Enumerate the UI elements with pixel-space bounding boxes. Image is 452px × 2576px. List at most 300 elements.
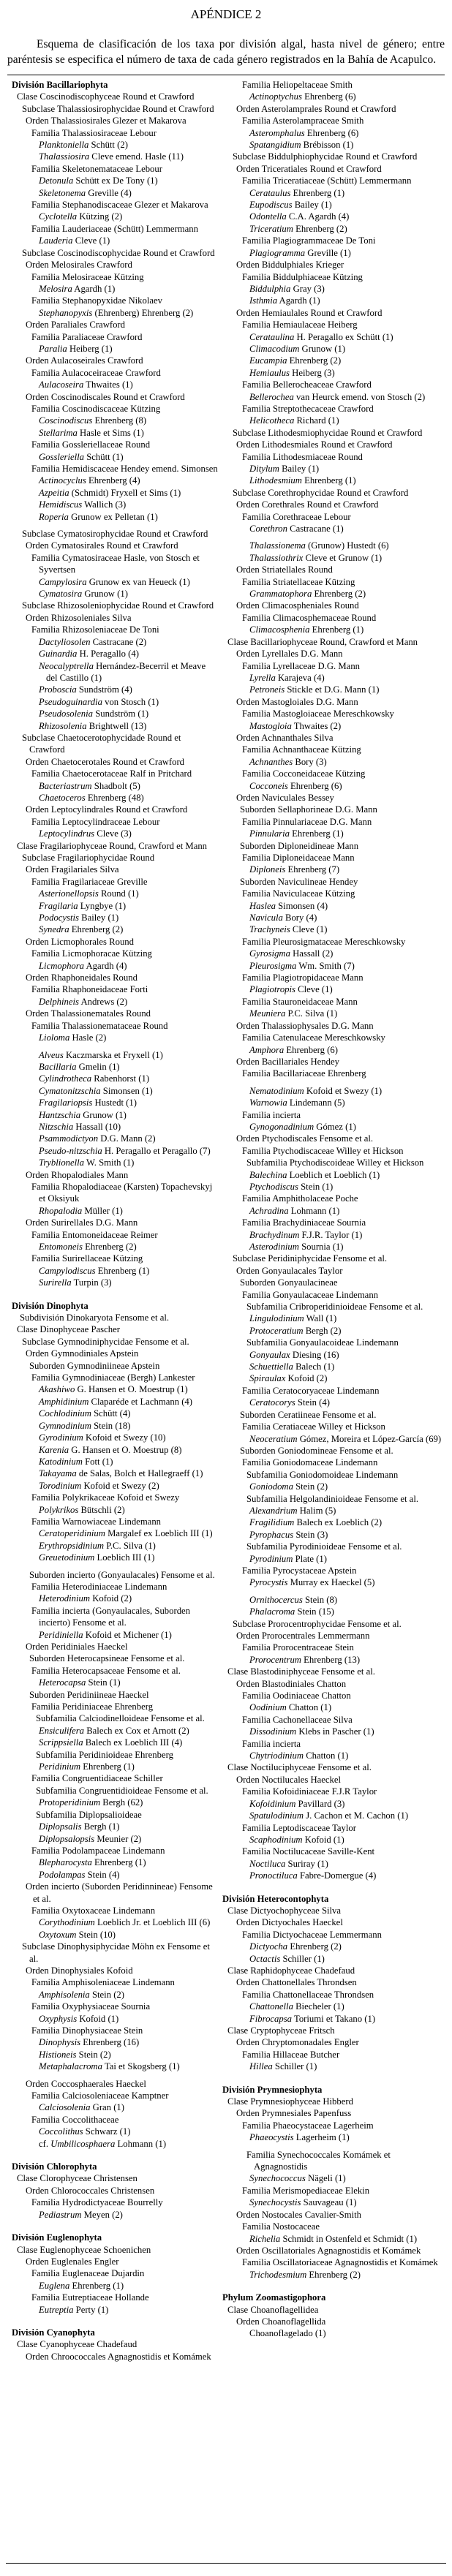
taxon-line [218, 1798, 445, 1810]
taxon-text: Familia Hemidiscaceae Hendey emend. Simonsen [31, 464, 218, 474]
taxon-text: Familia Catenulaceae Mereschkowsky [242, 1032, 385, 1043]
taxon-line [218, 2316, 445, 2327]
taxon-text: Familia Mastogloiaceae Mereschkowsky [242, 709, 394, 719]
taxon-line [218, 367, 445, 379]
taxon-line [7, 511, 218, 523]
taxon-line [218, 2061, 445, 2072]
taxon-line [218, 259, 445, 271]
taxon-text: C.A. Agardh (4) [286, 211, 350, 222]
taxon-text: Subclase Dinophysiphycidae Möhn ex Fensome et al. [22, 1941, 210, 1964]
taxon-line [218, 1085, 445, 1097]
taxon-line [7, 2292, 218, 2303]
taxon-text: Familia Streptothecaceae Crawford [242, 403, 374, 414]
taxon-text: Heiberg (3) [289, 367, 335, 378]
taxon-line [7, 852, 218, 864]
taxon-text: Stein (4) [85, 1869, 120, 1880]
taxon-line [7, 1073, 218, 1084]
taxon-line [7, 732, 218, 756]
taxon-line [218, 295, 445, 306]
taxon-line [7, 2232, 218, 2243]
taxon-text: Familia Phaeocystaceae Lagerheim [242, 2120, 374, 2131]
taxon-text: Familia Merismopediaceae Elekin [242, 2185, 370, 2196]
taxon-text: (Grunow) Hustedt (6) [305, 540, 389, 551]
genus-name: Lioloma [39, 1032, 70, 1043]
taxon-line [7, 1277, 218, 1288]
taxon-text: Orden Licmophorales Round [26, 936, 134, 947]
taxon-line [218, 1565, 445, 1576]
taxon-line [218, 744, 445, 755]
taxon-line [218, 127, 445, 139]
taxon-text: de Salas, Bolch et Hallegraeff (1) [76, 1468, 203, 1479]
taxon-text: Familia Corethraceae Lebour [242, 511, 351, 522]
genus-name: Oodinium [249, 1702, 287, 1713]
taxon-line [218, 648, 445, 660]
taxon-line [7, 211, 218, 222]
taxon-line [7, 1085, 218, 1097]
taxon-text: Kofoid et Swezy (2) [81, 1480, 159, 1491]
taxon-line [7, 271, 218, 283]
taxon-text: Bergh (2) [303, 1325, 342, 1336]
taxon-line [7, 151, 218, 162]
taxon-text: Familia Melosiraceae Kützing [31, 271, 144, 282]
taxon-text: Familia Entomoneidaceae Reimer [31, 1229, 158, 1240]
taxon-line [218, 2013, 445, 2025]
taxon-line [218, 923, 445, 935]
taxon-text: Familia Licmophoracae Kützing [31, 948, 152, 959]
genus-name: Haslea [249, 900, 276, 911]
taxon-text: Agardh (1) [277, 295, 320, 306]
taxon-text: Familia Pyrocystaceae Apstein [242, 1565, 357, 1576]
taxon-text: Cleve (1) [72, 235, 110, 246]
taxon-line [218, 307, 445, 319]
taxon-line [7, 1809, 218, 1821]
taxon-line [218, 1433, 445, 1445]
taxon-line [7, 2025, 218, 2036]
taxon-text: Familia Peridiniaceae Ehrenberg [31, 1701, 154, 1712]
genus-name: Dictyocha [249, 1941, 288, 1952]
taxon-text: Bütschli (2) [78, 1504, 125, 1515]
genus-name: Histioneis [39, 2049, 77, 2060]
taxon-line [218, 1666, 445, 1677]
taxon-text: Grunow (1) [80, 1109, 127, 1120]
taxon-text: Toriumi et Takano (1) [292, 2013, 376, 2024]
genus-name: Heterodinium [39, 1593, 91, 1604]
genus-name: Thalassiosira [39, 151, 90, 162]
taxon-line [7, 1665, 218, 1677]
taxon-text: H. Peragallo (4) [77, 649, 139, 660]
division-name: Phylum Zoomastigophora [222, 2292, 326, 2303]
taxon-text: van Heurck emend. von Stosch (2) [293, 391, 426, 402]
taxon-text: Orden Asterolamprales Round et Crawford [236, 103, 396, 114]
taxon-text: Orden Coscinodiscales Round et Crawford [26, 391, 185, 402]
taxon-text: Brébisson (1) [301, 140, 354, 151]
taxon-line [218, 1241, 445, 1253]
taxon-line [7, 1772, 218, 1784]
taxon-line [7, 1629, 218, 1641]
genus-name: Roperia [39, 511, 69, 522]
genus-name: Achradina [249, 1205, 289, 1216]
taxon-text: Stein (4) [295, 1397, 330, 1408]
genus-name: Ceratocorys [249, 1397, 295, 1408]
taxon-line [218, 1738, 445, 1750]
genus-name: Hantzschia [39, 1109, 81, 1120]
taxon-line [218, 1654, 445, 1666]
taxon-text: Simonsen (1) [100, 1085, 153, 1096]
taxon-text: Ehrenberg (2) [82, 1242, 137, 1252]
taxon-text: Sauvageau (1) [301, 2197, 357, 2208]
genus-name: Corythodinium [39, 1917, 95, 1928]
genus-name: Pseudosolenia [39, 709, 94, 719]
genus-name: Oxytoxum [39, 1929, 77, 1940]
genus-name: Spatangidium [249, 140, 301, 151]
genus-name: Entomoneis [39, 1242, 83, 1252]
taxon-line [218, 1325, 445, 1337]
taxon-text: Familia Chaetocerotaceae Ralf in Pritchard [31, 768, 192, 779]
taxon-line [218, 1253, 445, 1264]
genus-name: Neocalyptrella [39, 660, 94, 671]
taxon-line [7, 2061, 218, 2072]
genus-name: Alexandrium [249, 1505, 298, 1516]
taxon-text: Familia Bacillariaceae Ehrenberg [242, 1068, 366, 1079]
taxon-line [7, 1420, 218, 1432]
taxon-text: Familia Leptodiscaceae Taylor [242, 1822, 356, 1833]
taxon-text: Familia Hydrodictyaceae Bourrelly [31, 2197, 163, 2208]
taxon-text: Subclase Coscinodiscophycidae Round et Crawford [22, 247, 215, 258]
taxon-line [218, 1893, 445, 1905]
taxon-text: Familia Naviculaceae Kützing [242, 888, 355, 899]
taxon-text: H. Peragallo ex Schütt (1) [294, 331, 393, 342]
taxon-line [218, 211, 445, 222]
genus-name: Protoperidinium [39, 1797, 101, 1808]
genus-name: Coccolithus [39, 2126, 83, 2137]
taxon-text: Agardh (4) [84, 960, 127, 971]
taxon-line [218, 1421, 445, 1432]
taxon-line [218, 163, 445, 175]
taxon-text: Cleve emend. Hasle (11) [89, 151, 184, 162]
taxon-text: (Schmidt) Fryxell et Sims (1) [69, 487, 181, 498]
genus-name: Peridiniella [39, 1629, 83, 1640]
taxon-text: Ehrenberg (6) [287, 780, 342, 791]
taxon-text: Familia Warnowiaceae Lindemann [31, 1516, 162, 1527]
genus-name: Biddulphia [249, 283, 291, 294]
taxon-text: Orden Aulacoseirales Crawford [26, 355, 143, 366]
taxon-line [7, 708, 218, 719]
taxon-line [218, 1301, 445, 1312]
taxon-text: Plate (1) [293, 1553, 327, 1564]
taxon-line [7, 1941, 218, 1965]
taxon-text: Orden Prymnesiales Papenfuss [236, 2108, 352, 2119]
taxon-line [7, 2049, 218, 2061]
taxon-line [7, 295, 218, 306]
taxon-text: Murray ex Haeckel (5) [287, 1577, 375, 1588]
taxon-text: Clase Prymnesiophyceae Hibberd [227, 2096, 353, 2107]
taxon-text: Familia Oxyphysiaceae Sournia [31, 2001, 151, 2012]
genus-name: Podocystis [39, 913, 79, 923]
taxon-line [218, 1630, 445, 1642]
taxon-line [7, 1581, 218, 1593]
taxon-line [7, 1989, 218, 2001]
taxon-line [218, 1953, 445, 1965]
taxon-text: Subclase Lithodesmiophycidae Round et Crawford [233, 427, 423, 438]
taxon-text: Familia Achnanthaceae Kützing [242, 744, 361, 755]
taxon-line [7, 552, 218, 576]
genus-name: Chattonella [249, 2001, 293, 2012]
taxon-line [7, 343, 218, 355]
genus-name: Coscinodiscus [39, 415, 93, 426]
taxon-text: Familia Heterodiniaceae Lindemann [31, 1581, 167, 1592]
genus-name: Nitzschia [39, 1121, 74, 1132]
taxon-line [7, 1929, 218, 1941]
taxon-text: Orden Surirellales D.G. Mann [26, 1217, 138, 1228]
taxon-line [7, 2101, 218, 2113]
taxon-line [218, 1678, 445, 1690]
taxon-text: Kaczmarska et Fryxell (1) [63, 1049, 163, 1060]
taxon-line [218, 1846, 445, 1857]
taxon-text: Orden Thalassionematales Round [26, 1008, 151, 1019]
taxon-text: Familia Coscinodiscaceae Kützing [31, 403, 161, 414]
taxon-line [7, 1181, 218, 1205]
taxon-line [218, 696, 445, 708]
taxon-text: Ehrenberg (1) [309, 624, 364, 635]
taxon-line [7, 2351, 218, 2362]
taxon-line [7, 427, 218, 439]
taxon-text: Familia Asterolampraceae Smith [242, 116, 364, 126]
taxon-text: Müller (1) [82, 1205, 123, 1216]
taxon-line [218, 996, 445, 1008]
taxon-line [218, 1553, 445, 1565]
taxon-text: Subfamilia Congruentidioideae Fensome et al. [36, 1785, 208, 1796]
taxon-line [7, 367, 218, 379]
taxon-text: Ehrenberg (1) [80, 1761, 135, 1772]
taxon-line [218, 1916, 445, 1928]
taxon-line [7, 403, 218, 415]
taxon-line [218, 247, 445, 259]
taxon-line [218, 732, 445, 744]
genus-name: Fibrocapsa [249, 2013, 293, 2024]
taxon-line [7, 499, 218, 510]
taxon-line [7, 756, 218, 768]
taxon-line [7, 864, 218, 875]
taxon-text: Familia Synechococcales Komámek et Agnagnostidis [246, 2149, 391, 2172]
taxon-line [7, 2267, 218, 2279]
taxon-text: Wm. Smith (7) [296, 960, 355, 971]
genus-name: Paralia [39, 343, 67, 354]
genus-name: Gonyaulax [249, 1349, 290, 1360]
genus-name: Synedra [39, 924, 69, 935]
taxon-text: Orden Triceratiales Round et Crawford [236, 163, 382, 174]
taxon-text: Suborden Ceratiineae Fensome et al. [240, 1409, 377, 1420]
taxon-line [7, 1336, 218, 1348]
taxon-line [218, 1481, 445, 1492]
genus-name: Erythropsidinium [39, 1540, 105, 1551]
taxon-line [7, 2078, 218, 2090]
genus-name: Lyrella [249, 672, 276, 683]
genus-name: Neoceratium [249, 1433, 298, 1444]
genus-name: Bellerochea [249, 391, 294, 402]
taxon-text: Clase Cyanophyceae Chadefaud [17, 2339, 138, 2350]
taxon-line [218, 792, 445, 804]
genus-name: Eupodiscus [249, 200, 293, 211]
taxon-text: Margalef ex Loeblich III (1) [105, 1528, 213, 1539]
taxon-line [218, 600, 445, 611]
taxon-text: Familia Stephanodiscaceae Glezer et Makarova [31, 200, 208, 211]
taxon-line [218, 1145, 445, 1157]
taxon-text: Chatton (1) [304, 1750, 349, 1761]
taxon-line [218, 768, 445, 779]
taxon-line [218, 1618, 445, 1630]
taxon-line [218, 391, 445, 403]
taxon-text: Hustedt (1) [92, 1098, 137, 1108]
genus-name: Goniodoma [249, 1481, 293, 1492]
taxon-text: Familia Gymnodiniaceae (Bergh) Lankester [31, 1372, 195, 1383]
genus-name: Leptocylindrus [39, 828, 95, 839]
taxon-text: F.J.R. Taylor (1) [299, 1229, 363, 1240]
taxon-text: Kofoid et Swezy (10) [83, 1432, 166, 1443]
taxon-text: Familia Leptocylindraceae Lebour [31, 816, 160, 827]
taxon-text: Castracane (1) [287, 524, 344, 535]
taxon-line [218, 1834, 445, 1846]
genus-name: Calciosolenia [39, 2102, 91, 2113]
taxon-text: Familia Bellerocheaceae Crawford [242, 379, 372, 390]
taxon-line [218, 1277, 445, 1288]
genus-name: Odontella [249, 211, 287, 222]
taxon-line [7, 588, 218, 600]
taxon-line [7, 1061, 218, 1073]
taxon-line [218, 175, 445, 186]
taxon-text: Bergh (62) [100, 1797, 143, 1808]
taxon-text: Familia incierta (Gonyaulacales, Suborden incierto) Fensome et al. [31, 1605, 191, 1628]
taxon-text: Stein (15) [295, 1606, 334, 1617]
genus-name: Helicotheca [249, 415, 295, 426]
taxon-text: Ehrenberg (1) [301, 475, 356, 486]
division-name: División Heterocontophyta [222, 1893, 329, 1904]
taxon-text: Schiller (1) [280, 1953, 325, 1964]
taxon-text: Subdivisión Dinokaryota Fensome et al. [20, 1312, 170, 1323]
taxon-line [218, 1774, 445, 1786]
taxon-line [7, 720, 218, 732]
taxon-line [218, 1761, 445, 1773]
taxon-text: Subclase Biddulphiophycidae Round et Crawford [233, 151, 418, 162]
taxon-text: Simonsen (4) [275, 900, 328, 911]
taxon-text: Familia Lauderiaceae (Schütt) Lemmermann [31, 223, 198, 234]
taxon-line [218, 936, 445, 948]
genus-name: Pinnularia [249, 828, 290, 839]
taxon-line [218, 1516, 445, 1528]
taxon-line [7, 888, 218, 899]
taxon-text: Familia Pleurosigmataceae Mereschkowsky [242, 936, 406, 947]
taxon-line [218, 2221, 445, 2232]
genus-name: Navicula [249, 913, 283, 923]
taxon-line [218, 1056, 445, 1068]
taxon-text: Stein (2) [76, 2049, 111, 2060]
genus-name: Bacillaria [39, 1061, 77, 1072]
taxon-line [7, 247, 218, 259]
taxon-line [7, 115, 218, 126]
taxon-line [218, 2245, 445, 2256]
taxon-line [7, 2161, 218, 2172]
genus-name: Cerataulus [249, 187, 291, 198]
taxon-line [7, 391, 218, 403]
taxon-line [7, 2244, 218, 2256]
taxon-text: Schiller (1) [272, 2061, 317, 2072]
taxon-text: Orden Peridiniales Haeckel [26, 1642, 128, 1652]
genus-name: Warnowia [249, 1098, 287, 1108]
taxon-text: Kofoid (2) [90, 1593, 132, 1604]
taxon-line [218, 1822, 445, 1834]
genus-name: Petroneis [249, 684, 285, 695]
taxon-line [7, 1444, 218, 1456]
taxon-line [7, 1169, 218, 1181]
taxon-line [218, 1976, 445, 1988]
taxon-text: Hasle et Sims (1) [77, 427, 144, 438]
taxon-text: Gómez, Moreira et López-García (69) [297, 1433, 442, 1444]
taxon-text: Clase Bacillariophyceae Round, Crawford et Mann [227, 636, 418, 647]
taxon-text: Familia Gossleriellaceae Round [31, 439, 151, 450]
taxon-text: Familia Rhizosoleniaceae De Toni [31, 624, 159, 635]
taxon-text: Turpin (3) [71, 1277, 112, 1288]
taxon-text: Ehrenberg (13) [301, 1654, 361, 1665]
taxon-line [7, 600, 218, 611]
taxon-line [7, 983, 218, 995]
genus-name: Grammatophora [249, 589, 312, 600]
taxon-text: W. Smith (1) [84, 1157, 135, 1168]
taxon-text: Familia Lyrellaceae D.G. Mann [242, 660, 361, 671]
taxon-line [7, 1641, 218, 1653]
taxon-text: Subclase Corethrophycidae Round et Crawford [233, 487, 409, 498]
taxon-text: Familia Surirellaceae Kützing [31, 1253, 143, 1264]
genus-name: Lingulodinium [249, 1313, 304, 1324]
taxon-text: G. Hansen et O. Moestrup (1) [75, 1384, 188, 1395]
taxon-text: Schwarz (1) [83, 2126, 131, 2137]
taxon-text: Familia Ceratocoryaceae Lindemann [242, 1385, 380, 1396]
taxon-line [7, 1653, 218, 1664]
taxon-text: Familia Brachydiniaceae Sournia [242, 1217, 366, 1228]
taxon-line [218, 948, 445, 959]
taxon-text: Suriray (1) [285, 1858, 328, 1869]
taxon-line [218, 2269, 445, 2281]
taxon-line [7, 876, 218, 888]
genus-name: Thalassiothrix [249, 552, 304, 563]
genus-name: Cyclotella [39, 211, 78, 222]
taxon-line [7, 1396, 218, 1408]
taxon-text: Familia Podolampaceae Lindemann [31, 1845, 165, 1856]
taxon-line [218, 1714, 445, 1726]
taxon-line [7, 1701, 218, 1712]
taxon-line [7, 79, 218, 91]
taxon-text: Ehrenberg (1) [91, 1857, 146, 1868]
taxon-text: Kützing (2) [77, 211, 123, 222]
taxon-line [7, 828, 218, 839]
genus-name: Spiraulax [249, 1373, 286, 1384]
taxon-line [218, 1193, 445, 1204]
taxon-text: Familia Prorocentraceae Stein [242, 1642, 354, 1653]
taxon-text: Orden Gymnodiniales Apstein [26, 1348, 139, 1359]
genus-name: Heterocapsa [39, 1677, 86, 1688]
taxon-line [7, 1408, 218, 1419]
genus-name: Synechocystis [249, 2197, 301, 2208]
genus-name: Noctiluca [249, 1858, 286, 1869]
taxon-text: Orden incierto (Suborden Peridinnineae) Fensome et al. [26, 1881, 213, 1904]
taxon-line [7, 1552, 218, 1563]
taxon-text: Stein (2) [89, 1989, 125, 2000]
taxon-line [218, 1750, 445, 1761]
genus-name: Proboscia [39, 684, 77, 695]
taxon-text: Ehrenberg (2) [306, 2269, 361, 2280]
genus-name: Asterodinium [249, 1242, 299, 1252]
taxon-text: Ehrenberg (1) [95, 1265, 150, 1276]
taxon-text: Familia Congruentidiaceae Schiller [31, 1773, 163, 1784]
taxon-line [7, 2138, 218, 2150]
